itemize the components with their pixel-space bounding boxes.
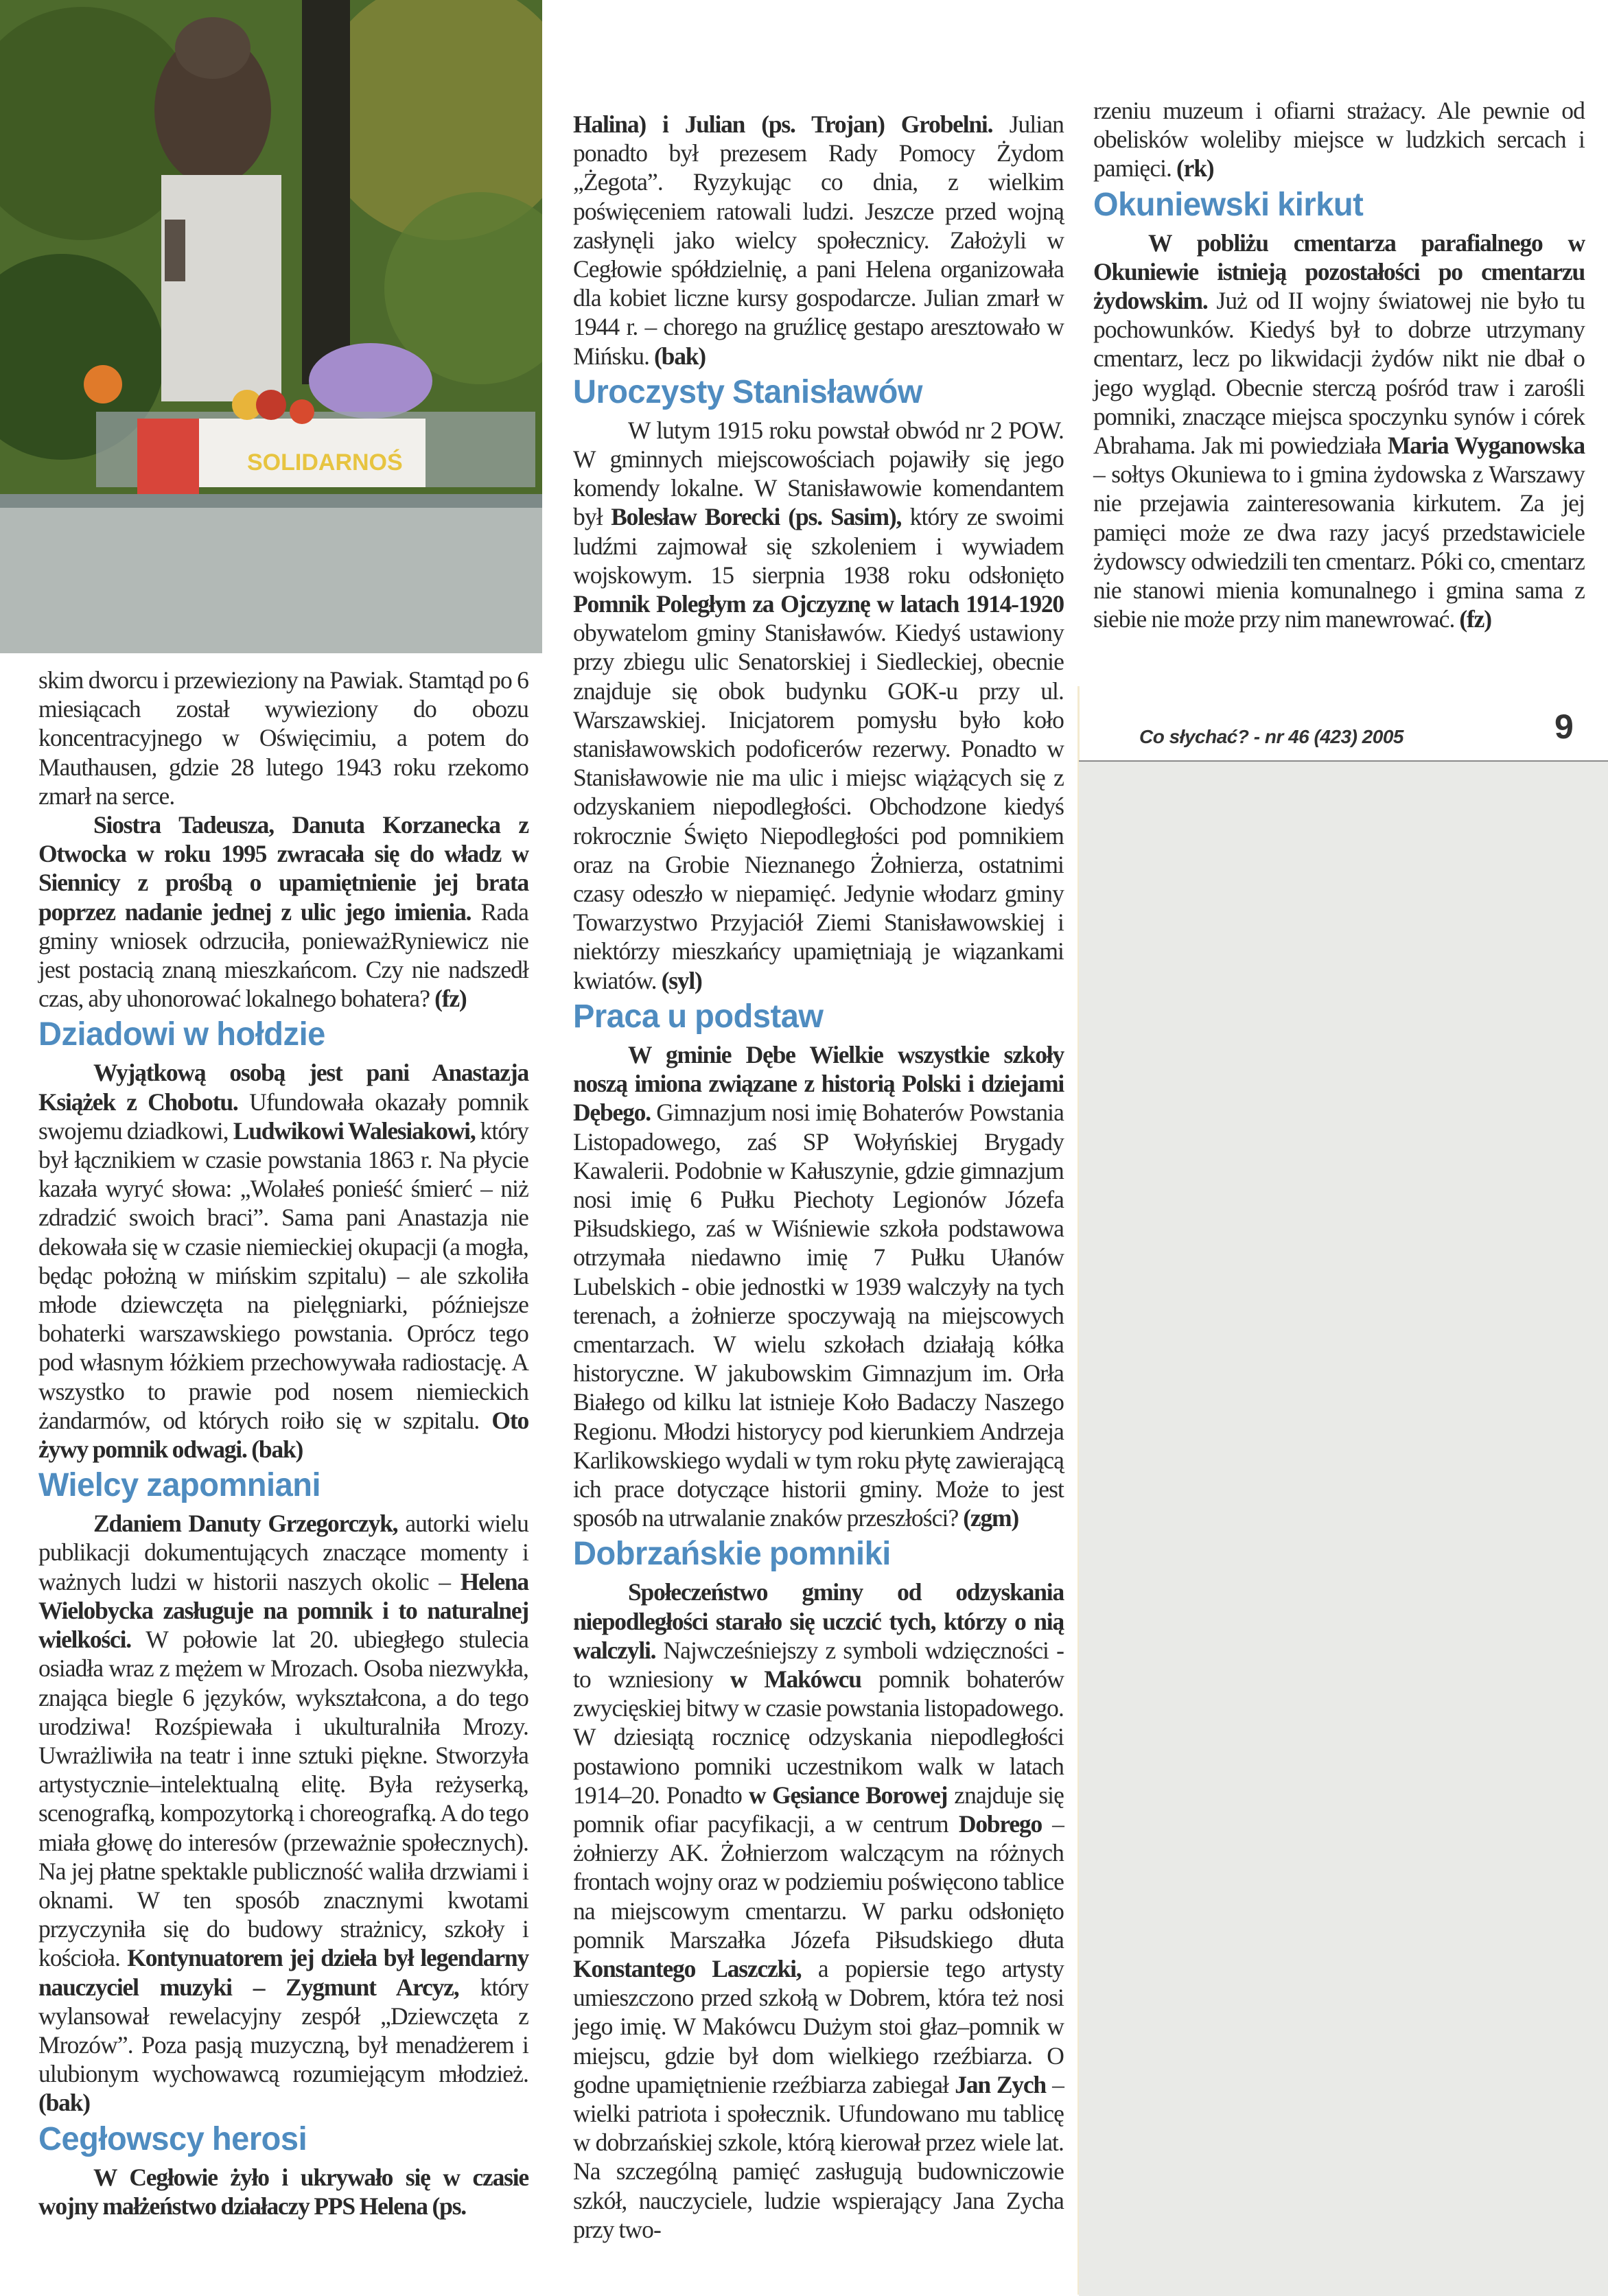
- column-2: [573, 110, 1064, 2244]
- body-text: – żołnierzy AK. Żołnierzom walczącym na różnych frontach wojny oraz w podziemiu poświęcono tablice na miejscowym cmentarzu. W parku odsłonięto pomnik Marszałka Józefa Piłsudskiego dłuta: [573, 1809, 1064, 1954]
- bold-text: w Gęsiance Borowej: [748, 1781, 948, 1809]
- section-heading: Cegłowscy herosi: [38, 2120, 307, 2157]
- paragraph: [38, 2163, 528, 2221]
- lead-bold-text: W Cegłowie żyło i ukrywało się w czasie wojny małżeństwo działaczy PPS Helena (ps.: [38, 2163, 528, 2220]
- paragraph: [573, 1040, 1064, 1532]
- author-sign: (fz): [434, 985, 467, 1013]
- body-text: skim dworcu i przewieziony na Pawiak. Stamtąd po 6 miesiącach został wywieziony do obozu koncentracyjnego w Oświęcimiu, a potem do Mauthausen, gdzie 28 lutego 1943 roku rzekomo zmarł na serce.: [38, 666, 528, 810]
- monument-photo-illustration: [0, 0, 542, 653]
- author-sign: (syl): [661, 966, 702, 994]
- section-heading: Praca u podstaw: [573, 998, 824, 1035]
- lead-bold-text: Zdaniem Danuty Grzegorczyk,: [93, 1510, 398, 1538]
- blank-scan-area: [1079, 760, 1608, 2296]
- bold-text: Jan Zych: [955, 2070, 1046, 2098]
- section-heading: Dziadowi w hołdzie: [38, 1016, 325, 1053]
- bold-text: Bolesław Borecki (ps. Sasim),: [611, 503, 902, 531]
- bold-text: Dobrego: [958, 1809, 1042, 1838]
- paragraph: [1093, 96, 1585, 183]
- body-text: Ufundowała okazały pomnik swojemu dziadkowi,: [38, 1088, 528, 1145]
- body-text: W lutym 1915 roku powstał obwód nr 2 POW. W gminnych miejscowościach pojawiły się jego komendy lokalne. W Stanisławowie komendantem był: [573, 416, 1064, 531]
- bold-text: Kontynuatorem jej dzieła był legendarny nauczyciel muzyki – Zygmunt Arcyz,: [38, 1944, 528, 2001]
- section-heading: Okuniewski kirkut: [1093, 186, 1364, 223]
- publication-footer: Co słychać? - nr 46 (423) 2005: [1139, 726, 1403, 747]
- paragraph: [38, 1509, 528, 2117]
- bold-text: Ludwikowi Walesiakowi,: [233, 1116, 476, 1145]
- author-sign: (rk): [1176, 154, 1214, 183]
- paragraph: [38, 810, 528, 1013]
- section-heading: Wielcy zapomniani: [38, 1467, 321, 1504]
- monument-photo: [0, 0, 542, 653]
- bold-text: Pomnik Poległym za Ojczyznę w latach 1914-1920: [573, 590, 1064, 618]
- body-text: który wylansował rewelacyjny zespół „Dziewczęta z Mrozów”. Poza pasją muzyczną, był menadżerem i ulubionym wychowawcą rozumiejącym młodzież.: [38, 1973, 528, 2088]
- lead-bold-text: W gminie Dębe Wielkie wszystkie szkoły noszą imiona związane z historią Polski i dziejami Dębego.: [573, 1040, 1064, 1127]
- body-text: – wielki patriota i społecznik. Ufundowano mu tablicę w dobrzańskiej szkole, którą kierował przez wiele lat. Na szczególną pamięć zasługują budowniczowie szkół, nauczyciele, ludzie wspierający Jana Zycha przy two-: [573, 2070, 1064, 2243]
- lead-bold-text: Wyjątkową osobą jest pani Anastazja Książek z Chobotu.: [38, 1059, 528, 1116]
- body-text: który ze swoimi ludźmi zajmował się szkoleniem i wywiadem wojskowym. 15 sierpnia 1938 roku odsłonięto: [573, 503, 1064, 589]
- paragraph: [573, 110, 1064, 371]
- bold-text: Helena Wielobycka zasługuje na pomnik i to naturalnej wielkości.: [38, 1567, 528, 1654]
- body-text: – sołtys Okuniewa to i gmina żydowska z Warszawy nie przejawia zainteresowania kirkutem. Za jej pamięci może ze dwa razy jacyś przedstawiciele żydowscy odwiedzili ten cmentarz. Póki co, cmentarz nie stanowi mienia komunalnego i gmina sama z siebie nie może przy nim manewrować.: [1093, 460, 1585, 633]
- author-sign: (zgm): [963, 1504, 1019, 1532]
- body-text: W połowie lat 20. ubiegłego stulecia osiadła wraz z mężem w Mrozach. Osoba niezwykła, znająca biegle 6 języków, wykształcona, a do tego urodziwa! Rozśpiewała i ukulturalniła Mrozy. Uwrażliwiła na teatr i inne sztuki piękne. Stworzyła artystycznie–intelektualną elitę. Była reżyserką, scenografką, kompozytorką i choreografką. A do tego miała głowę do interesów (przeważnie społecznych). Na jej płatne spektakle publiczność waliła drzwiami i oknami. W ten sposób znacznymi kwotami przyczyniła się do budowy strażnicy, szkoły i kościoła.: [38, 1626, 528, 1972]
- lead-bold-text: Społeczeństwo gminy od odzyskania niepodległości starało się uczcić tych, którzy o nią walczyli.: [573, 1578, 1064, 1664]
- paragraph: [1093, 229, 1585, 634]
- body-text: Gimnazjum nosi imię Bohaterów Powstania Listopadowego, zaś SP Wołyńskiej Brygady Kawalerii. Podobnie w Kałuszynie, gdzie gimnazjum nosi imię 6 Pułku Piechoty Legionów Józefa Piłsudskiego, zaś w Wiśniewie szkoła podstawowa otrzymała niedawno imię 7 Pułku Ułanów Lubelskich - obie jednostki w 1939 walczyły na tych terenach, a żołnierze spoczywają na miejscowych cmentarzach. W wielu szkołach działają kółka historyczne. W jakubowskim Gimnazjum im. Orła Białego od kilku lat istnieje Koło Badaczy Naszego Regionu. Młodzi historycy pod kierunkiem Andrzeja Karlikowskiego wydali w tym roku płytę zawierającą ich prace dotyczące historii gminy. Może to jest sposób na utrwalanie znaków przeszłości?: [573, 1099, 1064, 1532]
- paragraph: [573, 1578, 1064, 2244]
- author-sign: (fz): [1459, 605, 1491, 633]
- body-text: obywatelom gminy Stanisławów. Kiedyś ustawiony przy zbiegu ulic Senatorskiej i Siedleckiej, obecnie znajduje się obok budynku GOK-u przy ul. Warszawskiej. Inicjatorem pomysłu było koło stanisławowskich podoficerów rezerwy. Ponadto w Stanisławowie nie ma ulic i miejsc wiążących się z odzyskaniem niepodległości. Obchodzone kiedyś rokrocznie Święto Niepodległości pod pomnikiem oraz na Grobie Nieznanego Żołnierza, ostatnimi czasy odeszło w niepamięć. Jedynie włodarz gminy Towarzystwo Przyjaciół Ziemi Stanisławowskiej i niektórzy mieszkańcy upamiętniają je wiązankami kwiatów.: [573, 619, 1064, 994]
- paragraph: [573, 416, 1064, 995]
- column-3: [1093, 96, 1585, 633]
- body-text: Najwcześniejszy z symboli wdzięczności - to wzniesiony: [573, 1636, 1064, 1693]
- body-text: rzeniu muzeum i ofiarni strażacy. Ale pewnie od obelisków woleliby miejsce w ludzkich sercach i pamięci.: [1093, 97, 1585, 183]
- bold-text: w Makówcu: [730, 1665, 861, 1693]
- page-number: 9: [1554, 707, 1574, 746]
- body-text: Już od II wojny światowej nie było tu pochowunków. Kiedyś był to dobrze utrzymany cmentarz, lecz po likwidacji żydów nikt nie dbał o jego wygląd. Obecnie sterczą pośród traw i zarośli pomniki, znaczące miejsca spoczynku synów i córek Abrahama. Jak mi powiedziała: [1093, 287, 1585, 460]
- body-text: autorki wielu publikacji dokumentujących znaczące momenty i ważnych ludzi w historii naszych okolic –: [38, 1510, 528, 1595]
- bold-text: Konstantego Laszczki,: [573, 1954, 802, 1982]
- body-text: Julian ponadto był prezesem Rady Pomocy Żydom „Żegota”. Ryzykując co dnia, z wielkim poświęceniem ratowali ludzi. Jeszcze przed wojną zasłynęli jako wielcy społecznicy. Założyli w Cegłowie spółdzielnię, a pani Helena organizowała dla kobiet liczne kursy gospodarcze. Julian zmarł w 1944 r. – chorego na gruźlicę gestapo aresztowało w Mińsku.: [573, 110, 1064, 370]
- body-text: który był łącznikiem w czasie powstania 1863 r. Na płycie kazała wyryć słowa: „Wolałeś ponieść śmierć – niż zdradzić swoich braci”. Sama pani Anastazja nie dekowała się w czasie niemieckiej okupacji (a mogła, będąc położną w mińskim szpitalu) – ale szkoliła młode dziewczęta na pielęgniarki, późniejsze bohaterki warszawskiego powstania. Oprócz tego pod własnym łóżkiem przechowywała radiostację. A wszystko to prawie pod nosem niemieckich żandarmów, od których roiło się w szpitalu.: [38, 1116, 528, 1434]
- author-sign: (bak): [38, 2089, 90, 2117]
- paragraph: [38, 666, 528, 810]
- body-text: Rada gminy wniosek odrzuciła, ponieważRyniewicz nie jest postacią znaną mieszkańcom. Czy nie nadszedł czas, aby uhonorować lokalnego bohatera?: [38, 898, 528, 1013]
- section-heading: Uroczysty Stanisławów: [573, 373, 922, 410]
- bold-text: Maria Wyganowska: [1387, 432, 1585, 460]
- author-sign: (bak): [654, 342, 706, 370]
- bold-text: Halina) i Julian (ps. Trojan) Grobelni.: [573, 110, 993, 138]
- lead-bold-text: W pobliżu cmentarza parafialnego w Okuniewie istnieją pozostałości po cmentarzu żydowskim.: [1093, 229, 1585, 315]
- solidarnosc-banner-text: SOLIDARNOŚ: [247, 449, 403, 476]
- paragraph: [38, 1058, 528, 1464]
- body-text: pomnik bohaterów zwycięskiej bitwy w czasie powstania listopadowego. W dziesiątą rocznicę odzyskania niepodległości postawiono pomniki uczestnikom walk w latach 1914–20. Ponadto: [573, 1665, 1064, 1809]
- section-heading: Dobrzańskie pomniki: [573, 1536, 891, 1573]
- column-1: [38, 666, 528, 2221]
- lead-bold-text: Siostra Tadeusza, Danuta Korzanecka z Otwocka w roku 1995 zwracała się do władz w Siennicy z prośbą o upamiętnienie jej brata poprzez nadanie jednej z ulic jego imienia.: [38, 811, 528, 926]
- body-text: a popiersie tego artysty umieszczono przed szkołą w Dobrem, która też nosi jego imię. W Makówcu Dużym stoi głaz–pomnik w miejscu, gdzie był dom wielkiego rzeźbiarza. O godne upamiętnienie rzeźbiarza zabiegał: [573, 1954, 1064, 2098]
- body-text: znajduje się pomnik ofiar pacyfikacji, a w centrum: [573, 1781, 1064, 1838]
- bold-text: Oto żywy pomnik odwagi. (bak): [38, 1406, 528, 1464]
